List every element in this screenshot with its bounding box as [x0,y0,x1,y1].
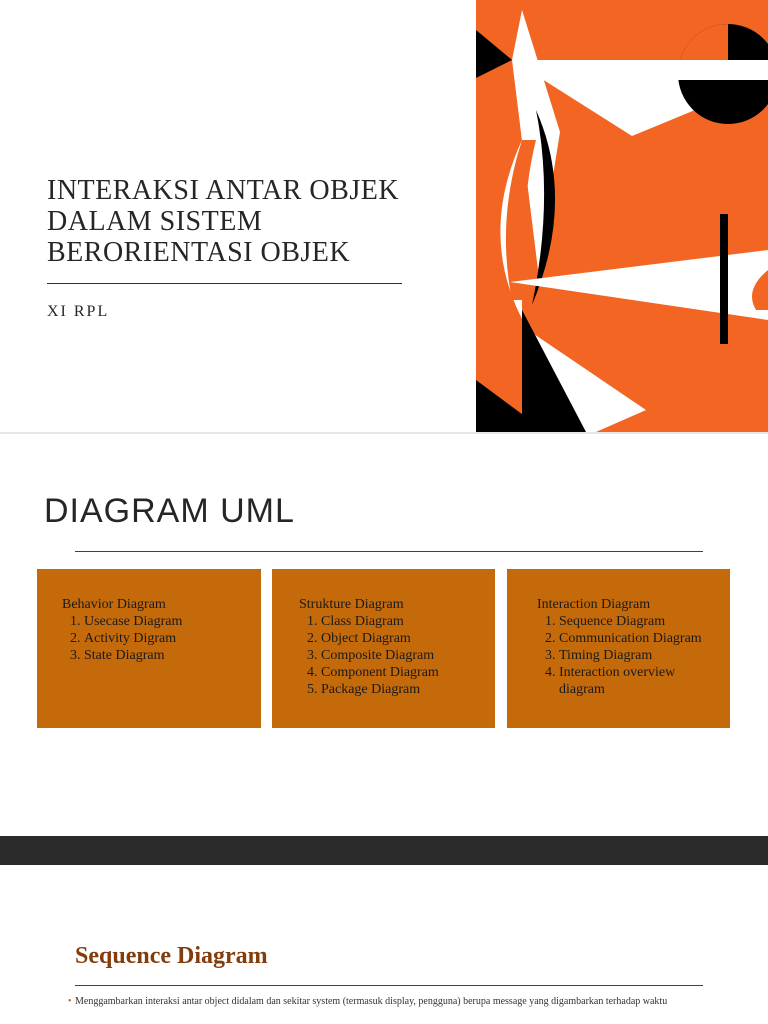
structure-diagram-box [272,569,495,728]
list-item: 2. Object Diagram [321,630,485,647]
title-divider [47,283,402,284]
slide-subtitle: XI RPL [47,303,110,320]
box-list [299,613,485,698]
list-item: 1. Sequence Diagram [559,613,720,630]
list-item: 1. Usecase Diagram [84,613,251,630]
box-heading: Interaction Diagram [537,597,651,612]
list-item: 4. Interaction overview diagram [559,664,720,698]
list-item: 1. Class Diagram [321,613,485,630]
list-item: 3. Composite Diagram [321,647,485,664]
bullet-icon: • [68,996,72,1007]
list-item: 2. Communication Diagram [559,630,720,647]
list-item: 3. Timing Diagram [559,647,720,664]
box-list [537,613,720,698]
list-item: 4. Component Diagram [321,664,485,681]
slide-sequence-diagram [0,865,768,1024]
heading-divider [75,985,703,986]
slide-diagram-uml [0,434,768,836]
interaction-diagram-box [507,569,730,728]
bullet-point [68,993,708,1010]
list-item: 3. State Diagram [84,647,251,664]
slide-heading: Sequence Diagram [75,943,268,969]
list-item: 5. Package Diagram [321,681,485,698]
abstract-artwork [476,0,768,432]
slide-title-heading: INTERAKSI ANTAR OBJEK DALAM SISTEM BERORIENTASI OBJEK [47,175,400,268]
slide-title [0,0,768,432]
slide-heading: DIAGRAM UML [44,492,295,530]
slide-separator-dark [0,836,768,865]
behavior-diagram-box [37,569,261,728]
box-list [62,613,251,664]
heading-divider [75,551,703,552]
box-heading: Behavior Diagram [62,597,166,612]
bullet-text: Menggambarkan interaksi antar object didalam dan sekitar system (termasuk display, pengguna) berupa message yang digambarkan terhadap waktu [75,996,668,1007]
list-item: 2. Activity Digram [84,630,251,647]
box-heading: Strukture Diagram [299,597,404,612]
